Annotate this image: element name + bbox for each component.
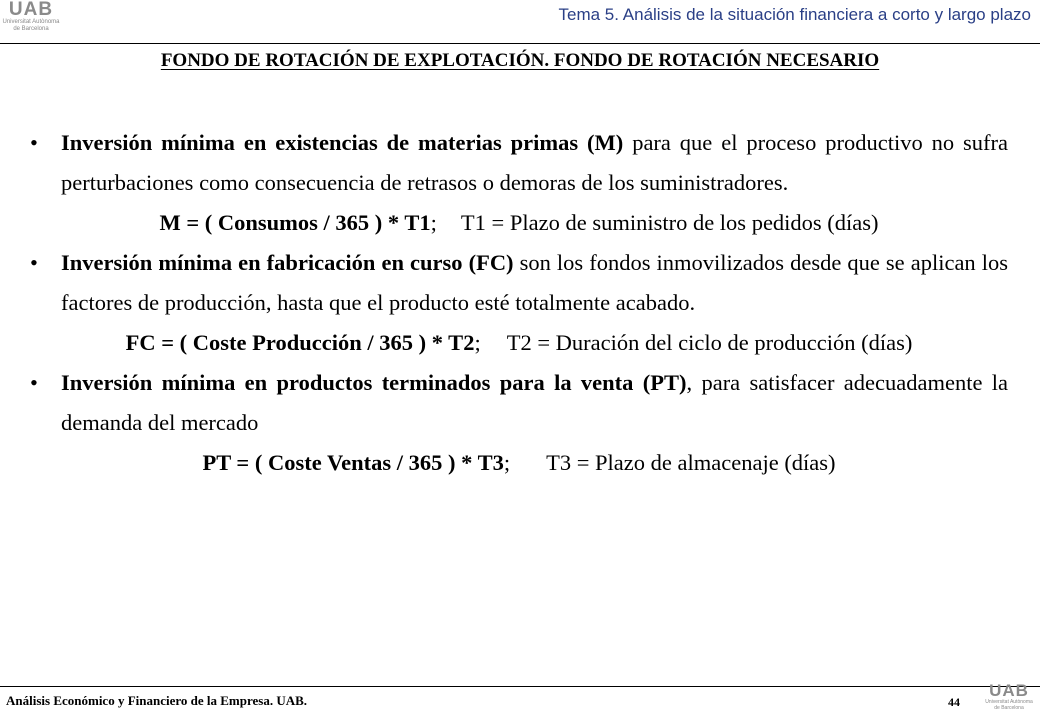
bullet-dot: • [30, 130, 38, 155]
uab-logo-sub-1: Universitat Autònoma [2, 19, 60, 25]
uab-logo-sub-1: Universitat Autònoma [985, 699, 1033, 705]
footer-divider [0, 686, 1040, 687]
bullet-lead: Inversión mínima en existencias de materias primas (M) [61, 130, 624, 155]
formula-note: T2 = Duración del ciclo de producción (días) [506, 330, 913, 355]
bullet-item [30, 123, 1008, 203]
slide-title [0, 50, 1040, 72]
formula-line: PT = ( Coste Ventas / 365 ) * T3; T3 = Plazo de almacenaje (días) [202, 450, 836, 475]
header-divider [0, 43, 1040, 44]
formula: M = ( Consumos / 365 ) * T1 [159, 210, 431, 235]
bullet-lead: Inversión mínima en productos terminados para la venta (PT) [61, 370, 687, 395]
slide-content [30, 123, 1008, 483]
uab-logo-mark: UAB [989, 681, 1029, 700]
bullet-dot: • [30, 370, 38, 395]
slide-title-text: FONDO DE ROTACIÓN DE EXPLOTACIÓN. FONDO DE ROTACIÓN NECESARIO [160, 50, 880, 71]
uab-logo [0, 0, 62, 33]
bullet-dot: • [30, 250, 38, 275]
uab-logo-mark: UAB [8, 0, 54, 20]
bullet-text: , para satisfacer adecuadamente la demanda del mercado [61, 370, 1009, 435]
bullet-text: para que el proceso productivo no sufra perturbaciones como consecuencia de retrasos o demoras de los suministradores. [61, 130, 1008, 195]
formula-note: T3 = Plazo de almacenaje (días) [546, 450, 836, 475]
bullet-item [30, 243, 1008, 323]
formula-note: T1 = Plazo de suministro de los pedidos (días) [460, 210, 879, 235]
formula: FC = ( Coste Producción / 365 ) * T2 [125, 330, 475, 355]
footer-course: Análisis Económico y Financiero de la Empresa. UAB. [6, 693, 308, 708]
formula-line: FC = ( Coste Producción / 365 ) * T2; T2 = Duración del ciclo de producción (días) [125, 330, 913, 355]
topic-header: Tema 5. Análisis de la situación financiera a corto y largo plazo [558, 5, 1031, 24]
formula-line: M = ( Consumos / 365 ) * T1; T1 = Plazo de suministro de los pedidos (días) [159, 210, 879, 235]
bullet-item [30, 363, 1008, 443]
bullet-text: son los fondos inmovilizados desde que se aplican los factores de producción, hasta que el producto esté totalmente acabado. [61, 250, 1008, 315]
uab-logo-sub-2: de Barcelona [994, 705, 1024, 711]
page-number: 44 [948, 695, 960, 709]
formula: PT = ( Coste Ventas / 365 ) * T3 [202, 450, 504, 475]
uab-logo-footer [982, 683, 1036, 711]
uab-logo-sub-2: de Barcelona [13, 26, 49, 32]
bullet-lead: Inversión mínima en fabricación en curso (FC) [61, 250, 514, 275]
